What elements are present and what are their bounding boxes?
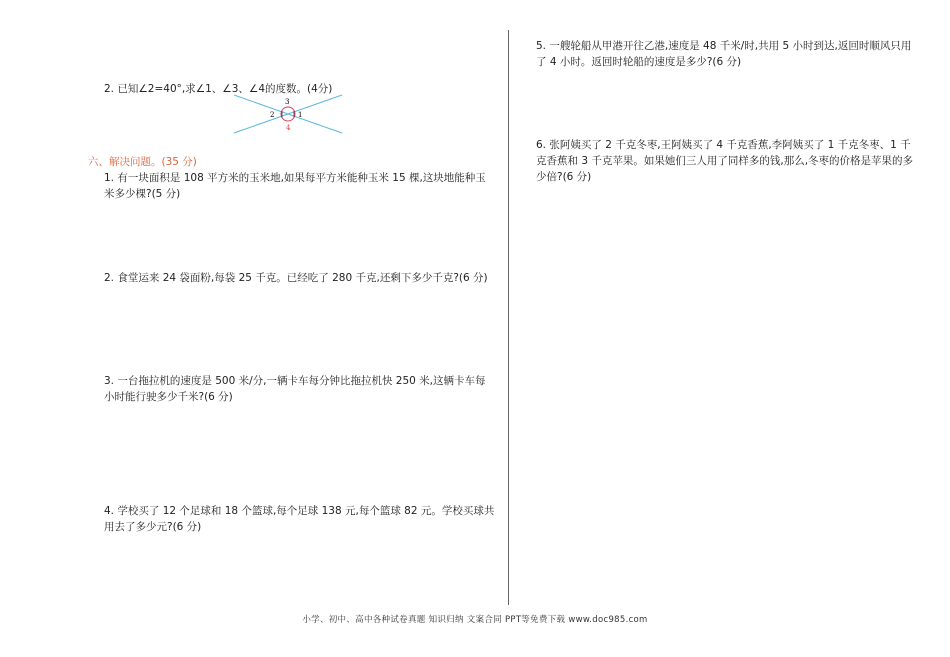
question-number: 2. (104, 272, 115, 284)
angle-label-4: 4 (286, 124, 291, 132)
column-divider (508, 30, 509, 605)
question-number: 3. (104, 375, 115, 387)
angle-label-3: 3 (285, 98, 290, 106)
question-text: 一台拖拉机的速度是 500 米/分,一辆卡车每分钟比拖拉机快 250 米,这辆卡车每小时能行驶多少千米?(6 分) (104, 375, 486, 403)
angle-label-2: 2 (270, 111, 275, 119)
question-text: 一艘轮船从甲港开往乙港,速度是 48 千米/时,共用 5 小时到达,返回时顺风只用了 4 小时。返回时轮船的速度是多少?(6 分) (536, 40, 912, 68)
question-2 (104, 270, 496, 286)
question-number: 4. (104, 505, 115, 517)
question-3 (104, 373, 496, 405)
angle-label-1: 1 (298, 111, 303, 119)
intersecting-lines-figure (232, 93, 344, 137)
question-text: 张阿姨买了 2 千克冬枣,王阿姨买了 4 千克香蕉,李阿姨买了 1 千克冬枣、1 千克香蕉和 3 千克苹果。如果她们三人用了同样多的钱,那么,冬枣的价格是苹果的多少倍?(6 分) (536, 139, 914, 183)
question-4 (104, 503, 496, 535)
question-1 (104, 170, 496, 202)
page-footer: 小学、初中、高中各种试卷真题 知识归纳 文案合同 PPT等免费下载 www.doc985.com (302, 615, 648, 625)
question-text: 学校买了 12 个足球和 18 个篮球,每个足球 138 元,每个篮球 82 元。学校买球共用去了多少元?(6 分) (104, 505, 495, 533)
question-text: 食堂运来 24 袋面粉,每袋 25 千克。已经吃了 280 千克,还剩下多少千克?(6 分) (117, 272, 488, 284)
question-5 (536, 38, 918, 70)
question-text: 已知∠2=40°,求∠1、∠3、∠4的度数。(4分) (117, 83, 333, 95)
question-number: 2. (104, 83, 115, 95)
question-number: 6. (536, 139, 547, 151)
question-text: 有一块面积是 108 平方米的玉米地,如果每平方米能种玉米 15 棵,这块地能种玉米多少棵?(5 分) (104, 172, 486, 200)
question-number: 5. (536, 40, 547, 52)
section-title: 六、解决问题。(35 分) (88, 156, 197, 168)
question-number: 1. (104, 172, 115, 184)
question-6 (536, 137, 918, 185)
